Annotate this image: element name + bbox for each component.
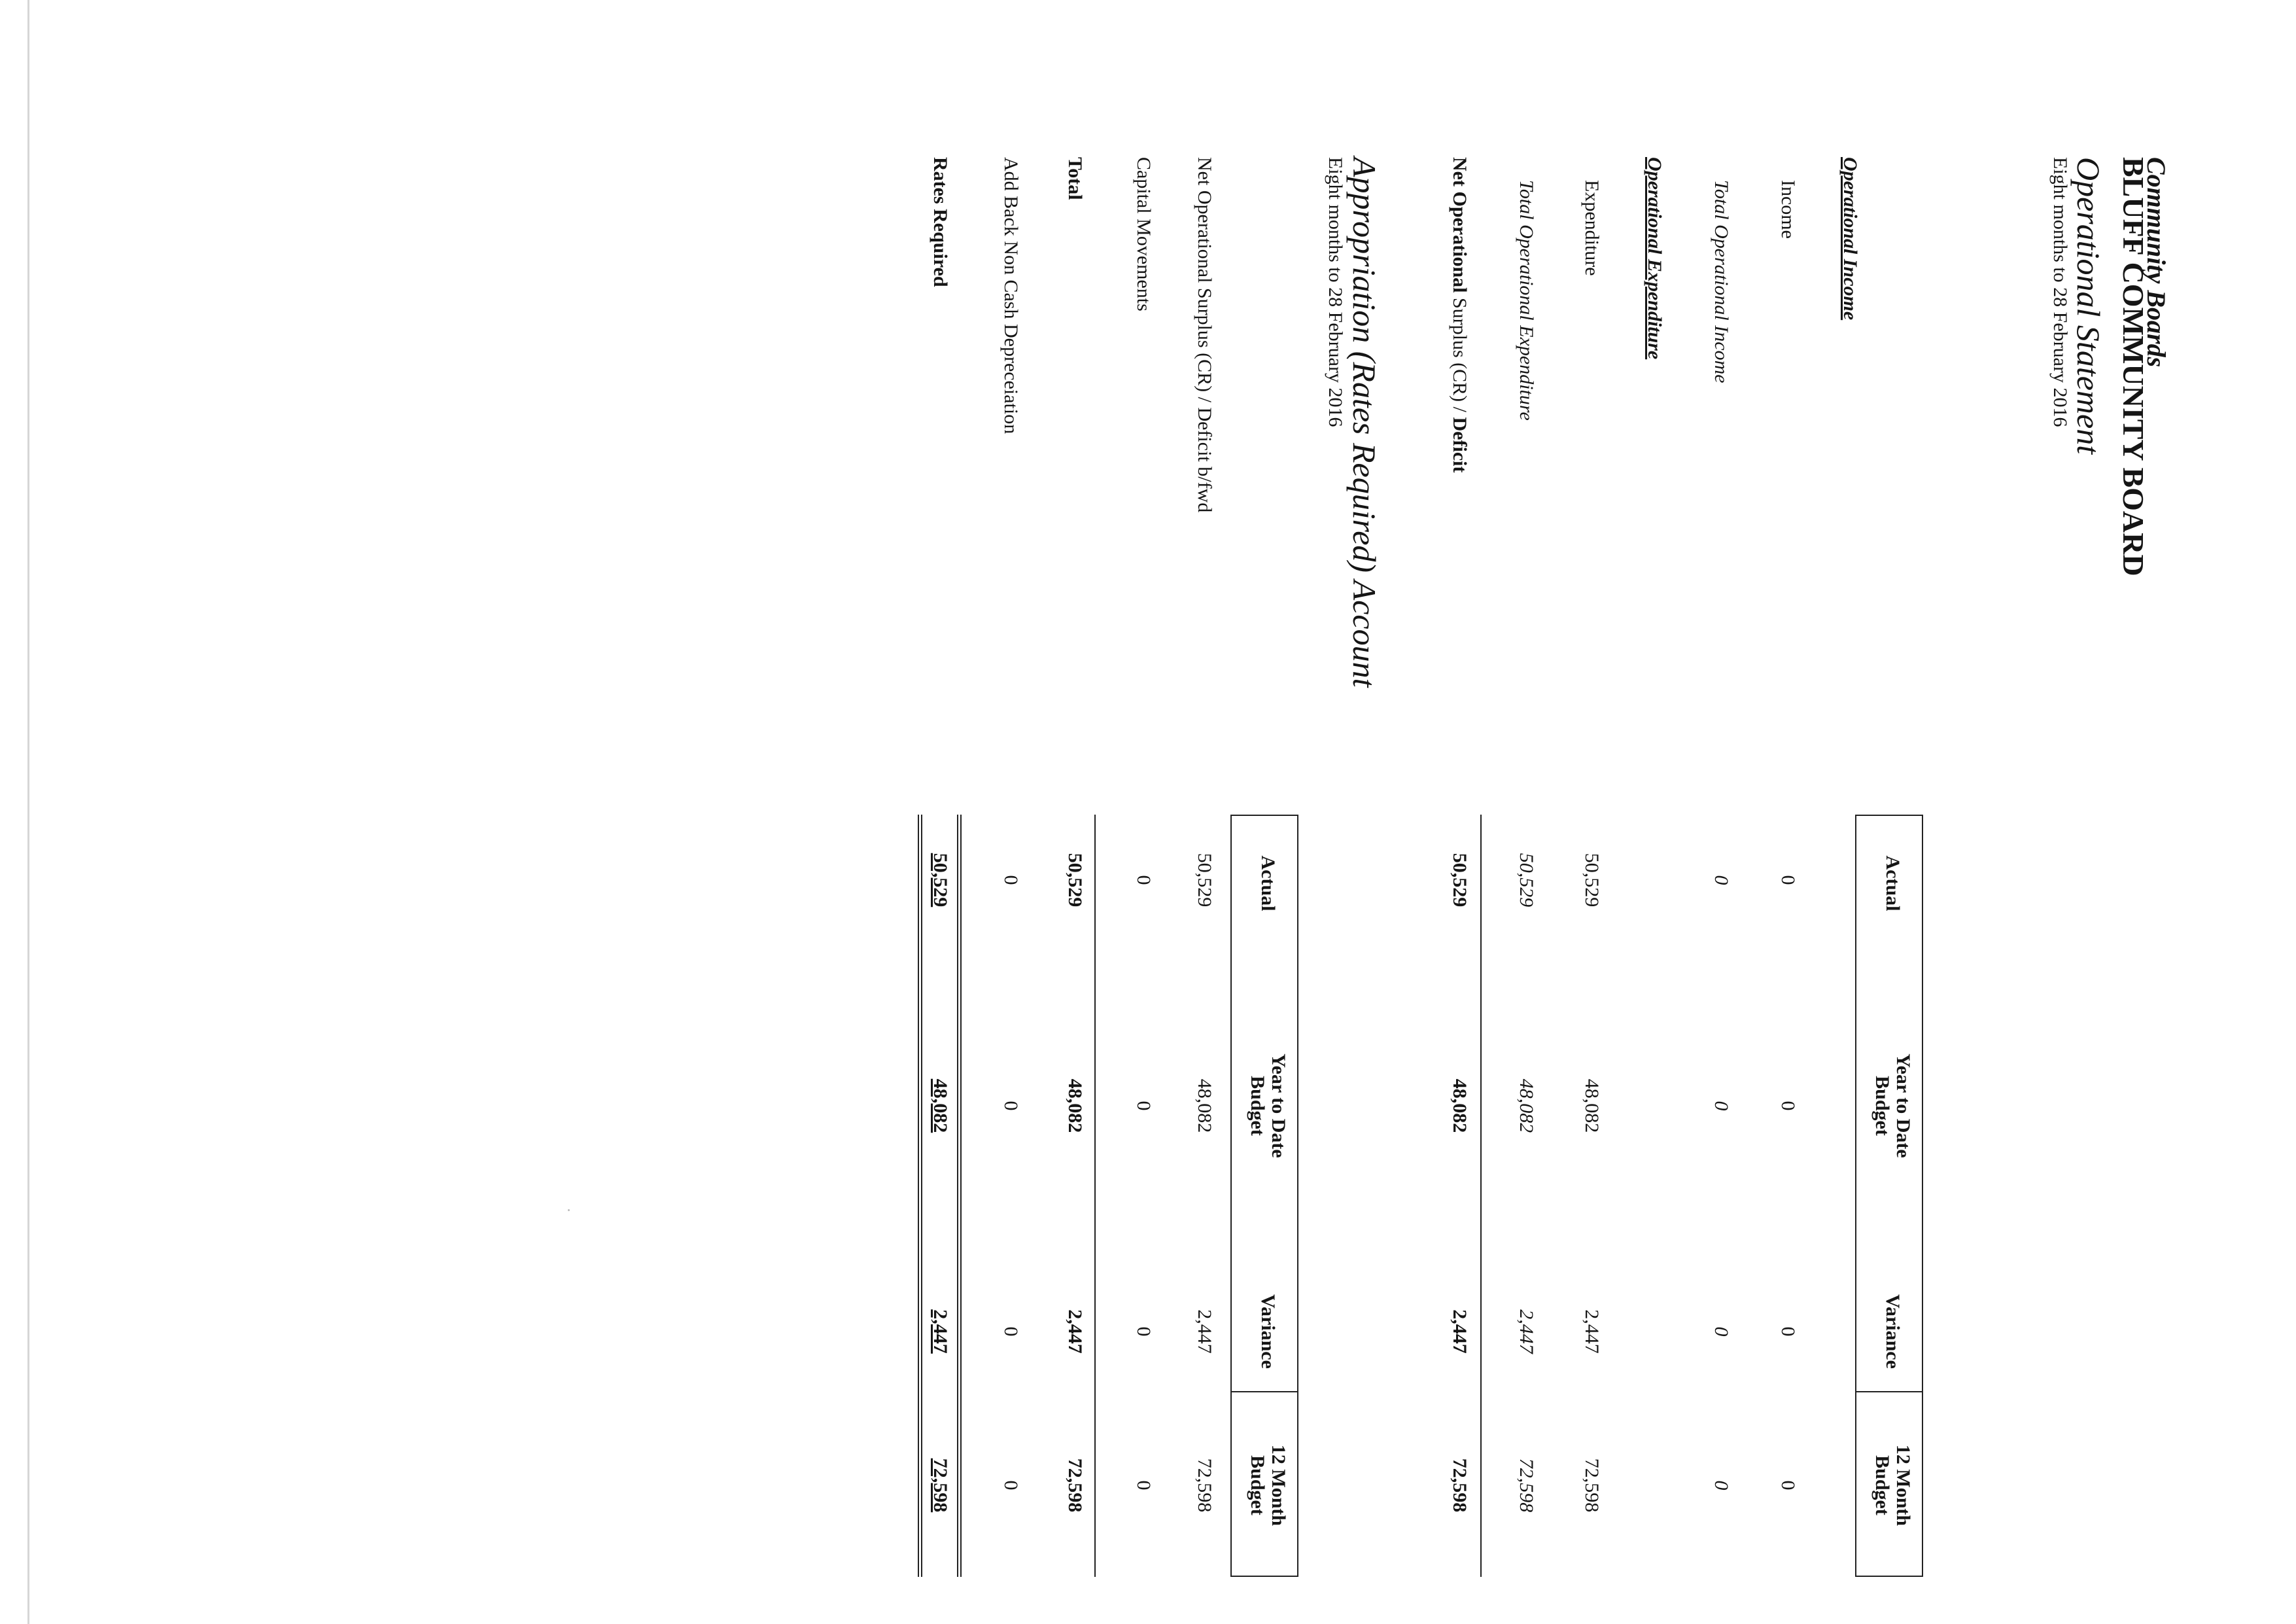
col-ytd-budget-line1: Year to Date bbox=[1268, 1053, 1289, 1158]
capital-actual: 0 bbox=[1133, 875, 1155, 885]
col-ytd-budget-line2: Budget bbox=[1247, 1076, 1268, 1136]
col-ytd-budget-line2: Budget bbox=[1871, 1076, 1893, 1136]
net-bfwd-actual: 50,529 bbox=[1194, 853, 1215, 908]
net-bfwd-label: Net Operational Surplus (CR) / Deficit b/fwd bbox=[1194, 157, 1215, 513]
total-expenditure-actual: 50,529 bbox=[1516, 853, 1537, 908]
depreciation-label: Add Back Non Cash Depreceiation bbox=[1000, 157, 1022, 434]
operational-statement-title: Operational Statement bbox=[2070, 157, 2107, 455]
total-income-actual: 0 bbox=[1711, 875, 1732, 885]
expenditure-variance: 2,447 bbox=[1581, 1309, 1603, 1354]
col-variance: Variance bbox=[1882, 1294, 1904, 1369]
expenditure-actual: 50,529 bbox=[1581, 853, 1603, 908]
total-top-rule bbox=[1094, 815, 1096, 1577]
net-operational-label bbox=[1448, 157, 1470, 472]
total-label: Total bbox=[1064, 157, 1086, 200]
total-income-label: Total Operational Income bbox=[1711, 180, 1732, 383]
income-budget: 0 bbox=[1777, 1101, 1799, 1111]
net-bfwd-annual: 72,598 bbox=[1194, 1458, 1215, 1513]
col-annual-line1: 12 Month bbox=[1268, 1444, 1289, 1527]
col-divider bbox=[1230, 1391, 1298, 1392]
total-annual: 72,598 bbox=[1064, 1458, 1086, 1513]
rates-top-rule-double bbox=[957, 815, 958, 1577]
total-expenditure-variance: 2,447 bbox=[1516, 1309, 1537, 1354]
rates-bottom-rule bbox=[921, 815, 922, 1577]
rates-required-label: Rates Required bbox=[930, 157, 951, 287]
total-expenditure-annual: 72,598 bbox=[1516, 1458, 1537, 1513]
income-annual: 0 bbox=[1777, 1480, 1799, 1491]
depreciation-budget: 0 bbox=[1000, 1101, 1022, 1111]
col-actual: Actual bbox=[1882, 855, 1904, 911]
capital-movements-label: Capital Movements bbox=[1133, 157, 1155, 311]
rates-top-rule bbox=[960, 815, 962, 1577]
net-label-part-d: Deficit bbox=[1449, 417, 1470, 473]
net-budget: 48,082 bbox=[1449, 1078, 1470, 1133]
total-actual: 50,529 bbox=[1064, 853, 1086, 908]
rates-variance: 2,447 bbox=[930, 1309, 951, 1354]
col-ytd-budget-line1: Year to Date bbox=[1892, 1053, 1914, 1158]
rates-actual: 50,529 bbox=[930, 853, 951, 908]
income-variance: 0 bbox=[1777, 1326, 1799, 1337]
total-income-budget: 0 bbox=[1711, 1101, 1732, 1111]
board-type: Community Boards bbox=[2142, 157, 2171, 368]
net-top-rule bbox=[1480, 815, 1482, 1577]
col-divider bbox=[1855, 1391, 1923, 1392]
total-variance: 2,447 bbox=[1064, 1309, 1086, 1354]
capital-variance: 0 bbox=[1133, 1326, 1155, 1337]
col-actual: Actual bbox=[1257, 855, 1279, 911]
depreciation-annual: 0 bbox=[1000, 1480, 1022, 1491]
depreciation-actual: 0 bbox=[1000, 875, 1022, 885]
capital-annual: 0 bbox=[1133, 1480, 1155, 1491]
operational-statement-period: Eight months to 28 February 2016 bbox=[2049, 157, 2071, 427]
depreciation-variance: 0 bbox=[1000, 1326, 1022, 1337]
total-income-annual: 0 bbox=[1711, 1480, 1732, 1491]
total-expenditure-budget: 48,082 bbox=[1516, 1078, 1537, 1133]
total-income-variance: 0 bbox=[1711, 1326, 1732, 1337]
net-bfwd-variance: 2,447 bbox=[1194, 1309, 1215, 1354]
col-annual-line2: Budget bbox=[1247, 1455, 1268, 1515]
expenditure-label: Expenditure bbox=[1581, 180, 1603, 276]
net-bfwd-budget: 48,082 bbox=[1194, 1078, 1215, 1133]
total-expenditure-label: Total Operational Expenditure bbox=[1516, 180, 1537, 421]
net-actual: 50,529 bbox=[1449, 853, 1470, 908]
expenditure-annual: 72,598 bbox=[1581, 1458, 1603, 1513]
net-label-part-c: Surplus (CR) / bbox=[1449, 292, 1470, 417]
net-label-part-a: Net bbox=[1449, 157, 1470, 192]
col-annual-line1: 12 Month bbox=[1892, 1444, 1914, 1527]
net-label-part-b: Operational bbox=[1449, 191, 1470, 293]
net-variance: 2,447 bbox=[1449, 1309, 1470, 1354]
net-annual: 72,598 bbox=[1449, 1458, 1470, 1513]
appropriation-title: Appropriation (Rates Required) Account bbox=[1346, 157, 1383, 688]
total-budget: 48,082 bbox=[1064, 1078, 1086, 1133]
appropriation-period: Eight months to 28 February 2016 bbox=[1325, 157, 1346, 427]
board-name: BLUFF COMMUNITY BOARD bbox=[2117, 157, 2150, 576]
rates-bottom-rule-double bbox=[918, 815, 919, 1577]
operational-income-heading: Operational Income bbox=[1839, 157, 1861, 321]
income-label: Income bbox=[1777, 180, 1799, 239]
operational-expenditure-heading: Operational Expenditure bbox=[1644, 157, 1665, 360]
rates-annual: 72,598 bbox=[930, 1458, 951, 1513]
rates-budget: 48,082 bbox=[930, 1078, 951, 1133]
col-variance: Variance bbox=[1257, 1294, 1279, 1369]
col-annual-line2: Budget bbox=[1871, 1455, 1893, 1515]
capital-budget: 0 bbox=[1133, 1101, 1155, 1111]
expenditure-budget: 48,082 bbox=[1581, 1078, 1603, 1133]
income-actual: 0 bbox=[1777, 875, 1799, 885]
